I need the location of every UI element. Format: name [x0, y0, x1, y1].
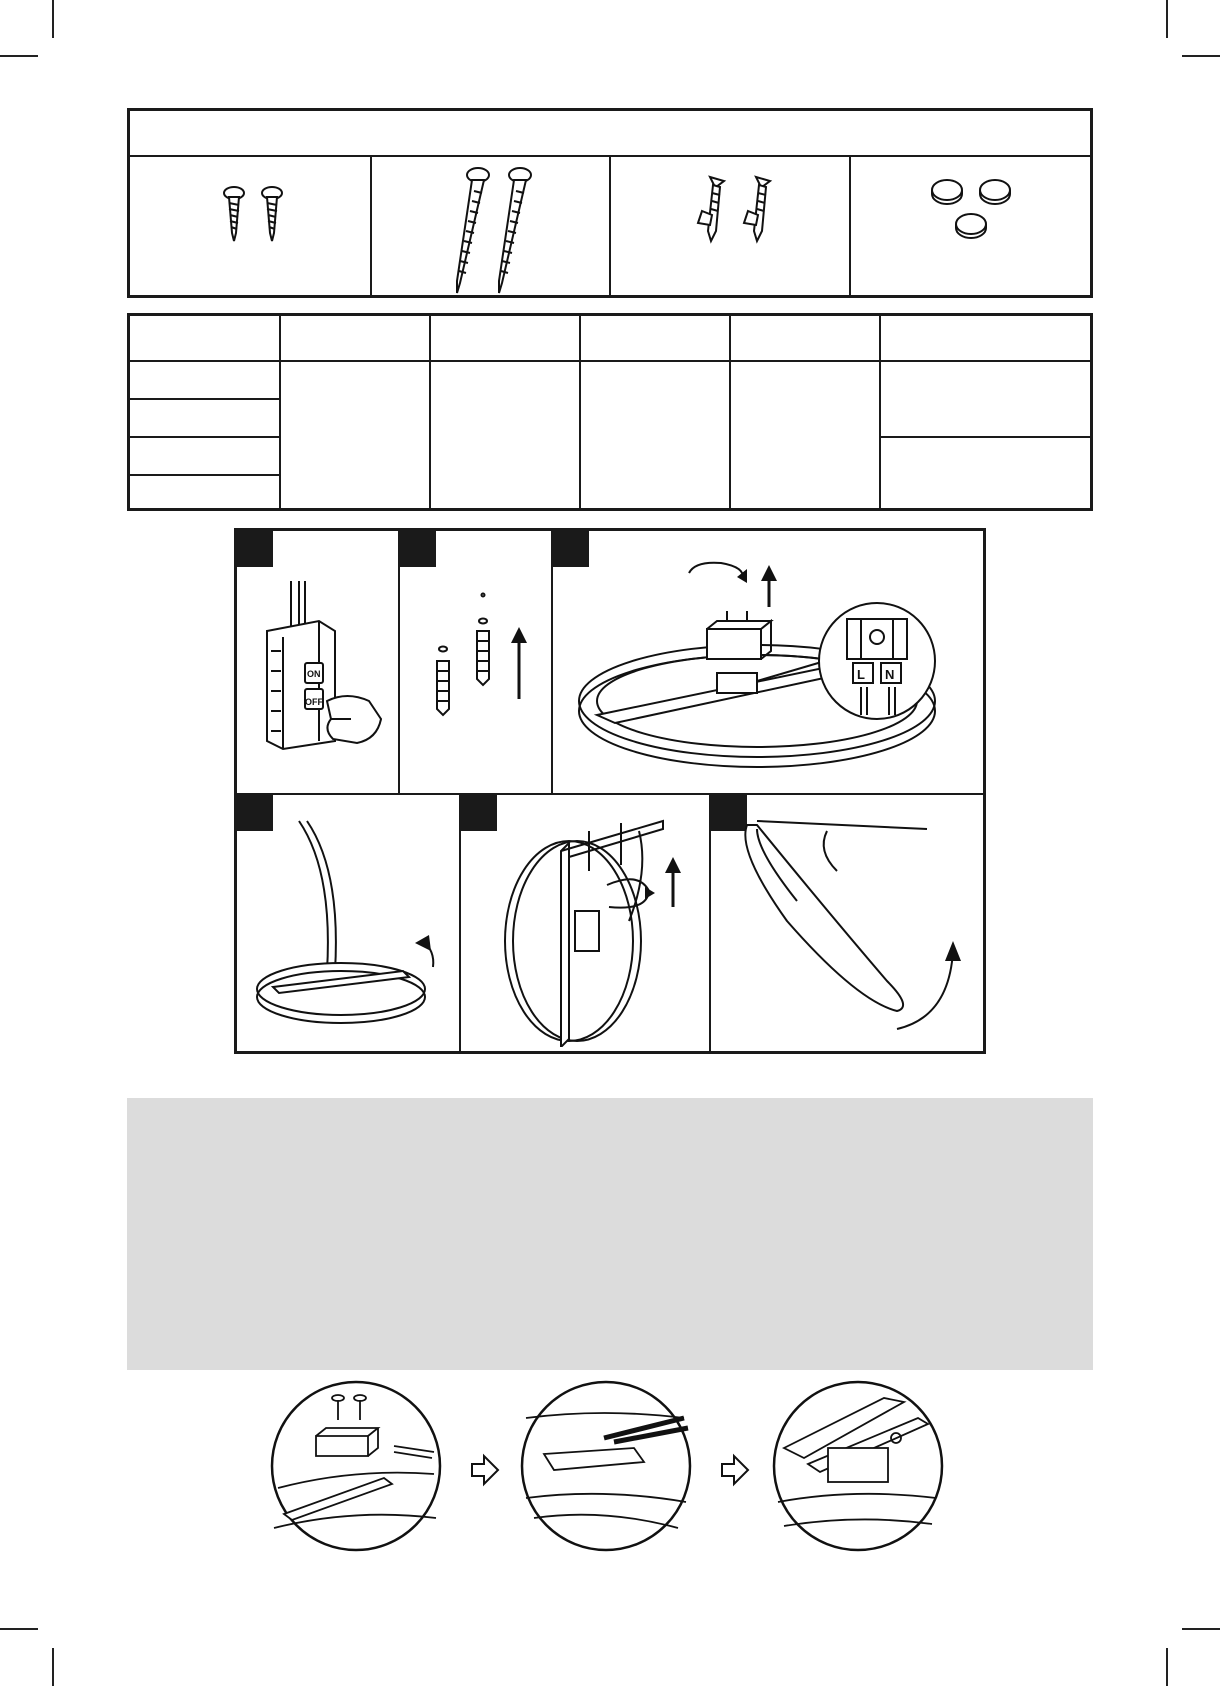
mounting-plate-illustration	[469, 811, 705, 1047]
terminal-n-label: N	[885, 667, 895, 682]
table-divider	[130, 398, 279, 400]
instruction-text-panel	[127, 1098, 1093, 1370]
table-divider	[729, 316, 731, 508]
table-divider	[130, 474, 279, 476]
table-divider	[609, 155, 611, 295]
long-screw-icon	[440, 163, 550, 298]
detail-sequence	[264, 1378, 954, 1554]
table-divider	[429, 316, 431, 508]
step-badge	[237, 531, 273, 567]
step-divider	[459, 794, 461, 1051]
round-pad-icon	[925, 176, 1025, 256]
step-divider	[709, 794, 711, 1051]
crop-mark	[52, 1648, 54, 1686]
table-divider	[279, 316, 281, 508]
switch-on-label: ON	[307, 669, 321, 679]
crop-mark	[0, 55, 38, 57]
lamp-base-cable-illustration	[247, 811, 455, 1047]
step-divider	[237, 793, 983, 795]
table-divider	[849, 155, 851, 295]
short-screw-icon	[210, 181, 300, 261]
wall-plug-insertion-illustration	[407, 581, 547, 781]
accessories-table	[127, 108, 1093, 298]
crop-mark	[1166, 0, 1168, 38]
lamp-attach-illustration	[717, 811, 981, 1047]
table-divider	[130, 436, 279, 438]
table-divider	[579, 316, 581, 508]
power-switch-illustration	[247, 571, 395, 791]
wall-plug-icon	[680, 171, 790, 281]
table-divider	[879, 316, 881, 508]
crop-mark	[52, 0, 54, 38]
base-wiring-illustration	[557, 551, 981, 791]
table-divider	[370, 155, 372, 295]
step-divider	[398, 531, 400, 794]
terminal-l-label: L	[857, 667, 865, 682]
step-badge	[400, 531, 436, 567]
crop-mark	[1166, 1648, 1168, 1686]
table-divider	[130, 360, 1090, 362]
crop-mark	[1182, 1628, 1220, 1630]
installation-steps	[234, 528, 986, 1054]
crop-mark	[1182, 55, 1220, 57]
crop-mark	[0, 1628, 38, 1630]
step-divider	[551, 531, 553, 794]
switch-off-label: OFF	[305, 697, 323, 707]
table-divider	[879, 436, 1090, 438]
spec-table	[127, 313, 1093, 511]
